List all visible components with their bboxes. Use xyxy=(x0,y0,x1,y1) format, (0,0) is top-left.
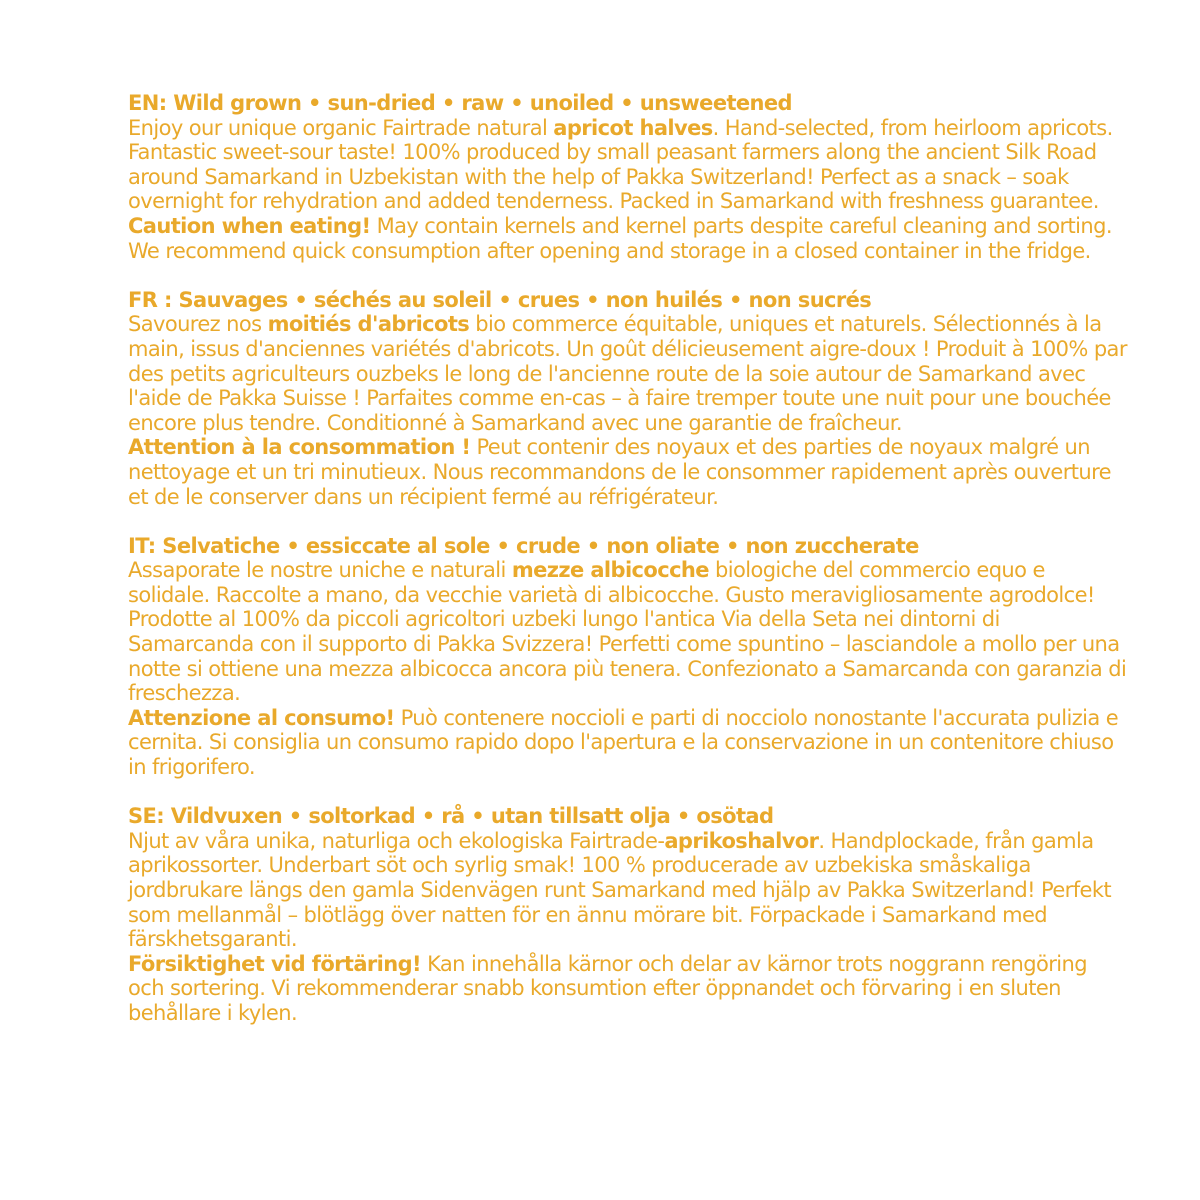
caution-text-fr: Peut contenir des noyaux et des parties de noyaux malgré un nettoyage et un tri minutieux. Nous recommandons de le consommer rapidement après ouverture et de le conserver dans un récipient fermé au réfrigérateur. xyxy=(128,435,1112,509)
caution-text-en: May contain kernels and kernel parts despite careful cleaning and sorting. We recommend quick consumption after opening and storage in a closed container in the fridge. xyxy=(128,213,1112,263)
intro-text-rest-en: . Hand-selected, from heirloom apricots. Fantastic sweet-sour taste! 100% produced by small peasant farmers along the ancient Silk Road around Samarkand in Uzbekistan with the help of Pakka Switzerland! Perfect as a snack – soak overnight for rehydration and added tenderness. Packed in Samarkand with freshness guarantee. xyxy=(128,115,1113,214)
section-caution-fr xyxy=(128,435,1128,509)
section-intro-fr xyxy=(128,312,1128,435)
caution-heading-it: Attenzione al consumo! xyxy=(128,705,395,730)
section-headline-fr: FR : Sauvages • séchés au soleil • crues • non huilés • non sucrés xyxy=(128,287,872,312)
section-headline-se: SE: Vildvuxen • soltorkad • rå • utan tillsatt olja • osötad xyxy=(128,804,774,829)
product-name-en: apricot halves xyxy=(553,115,713,140)
caution-heading-se: Försiktighet vid förtäring! xyxy=(128,951,422,976)
product-name-fr: moitiés d'abricots xyxy=(267,312,470,337)
intro-text-se: Njut av våra unika, naturliga och ekologiska Fairtrade- xyxy=(128,828,665,853)
caution-heading-en: Caution when eating! xyxy=(128,213,371,238)
section-caution-en xyxy=(128,214,1128,263)
caution-text-it: Può contenere noccioli e parti di nocciolo nonostante l'accurata pulizia e cernita. Si consiglia un consumo rapido dopo l'apertura e la conservazione in un contenitore chiuso in frigorifero. xyxy=(128,705,1119,780)
intro-text-rest-it: biologiche del commercio equo e solidale. Raccolte a mano, da vecchie varietà di albicocche. Gusto meravigliosamente agrodolce! Prodotte al 100% da piccoli agricoltori uzbeki lungo l'antica Via della Seta nei dintorni di Samarcanda con il supporto di Pakka Svizzera! Perfetti come spuntino – lasciandole a mollo per una notte si ottiene una mezza albicocca ancora più tenera. Confezionato a Samarcanda con garanzia di freschezza. xyxy=(128,558,1127,706)
section-caution-se xyxy=(128,952,1128,1026)
section-se xyxy=(128,804,1128,1025)
intro-text-rest-se: . Handplockade, från gamla aprikossorter. Underbart söt och syrlig smak! 100 % producerade av uzbekiska småskaliga jordbrukare längs den gamla Sidenvägen runt Samarkand med hjälp av Pakka Switzerland! Perfekt som mellanmål – blötlägg över natten för en ännu mörare bit. Förpackade i Samarkand med färskhetsgaranti. xyxy=(128,828,1112,952)
caution-text-se: Kan innehålla kärnor och delar av kärnor trots noggrann rengöring och sortering. Vi rekommenderar snabb konsumtion efter öppnandet och förvaring i en sluten behållare i kylen. xyxy=(128,951,1087,1025)
section-headline-en: EN: Wild grown • sun-dried • raw • unoiled • unsweetened xyxy=(128,91,792,115)
section-en xyxy=(128,91,1128,263)
section-headline-it: IT: Selvatiche • essiccate al sole • crude • non oliate • non zuccherate xyxy=(128,533,919,558)
section-fr xyxy=(128,288,1128,509)
section-caution-it xyxy=(128,706,1128,780)
intro-text-fr: Savourez nos xyxy=(128,312,268,337)
section-intro-se xyxy=(128,829,1128,952)
section-it xyxy=(128,534,1128,780)
label-text-block xyxy=(128,91,1128,1050)
intro-text-en: Enjoy our unique organic Fairtrade natural xyxy=(128,115,554,140)
section-intro-it xyxy=(128,558,1128,706)
section-intro-en xyxy=(128,116,1128,214)
product-name-it: mezze albicocche xyxy=(511,558,709,583)
product-name-se: aprikoshalvor xyxy=(664,828,819,853)
intro-text-rest-fr: bio commerce équitable, uniques et naturels. Sélectionnés à la main, issus d'anciennes variétés d'abricots. Un goût délicieusement aigre-doux ! Produit à 100% par des petits agriculteurs ouzbeks le long de l'ancienne route de la soie autour de Samarkand avec l'aide de Pakka Suisse ! Parfaites comme en-cas – à faire tremper toute une nuit pour une bouchée encore plus tendre. Conditionné à Samarkand avec une garantie de fraîcheur. xyxy=(128,312,1127,435)
intro-text-it: Assaporate le nostre uniche e naturali xyxy=(128,558,512,583)
caution-heading-fr: Attention à la consommation ! xyxy=(128,435,471,460)
